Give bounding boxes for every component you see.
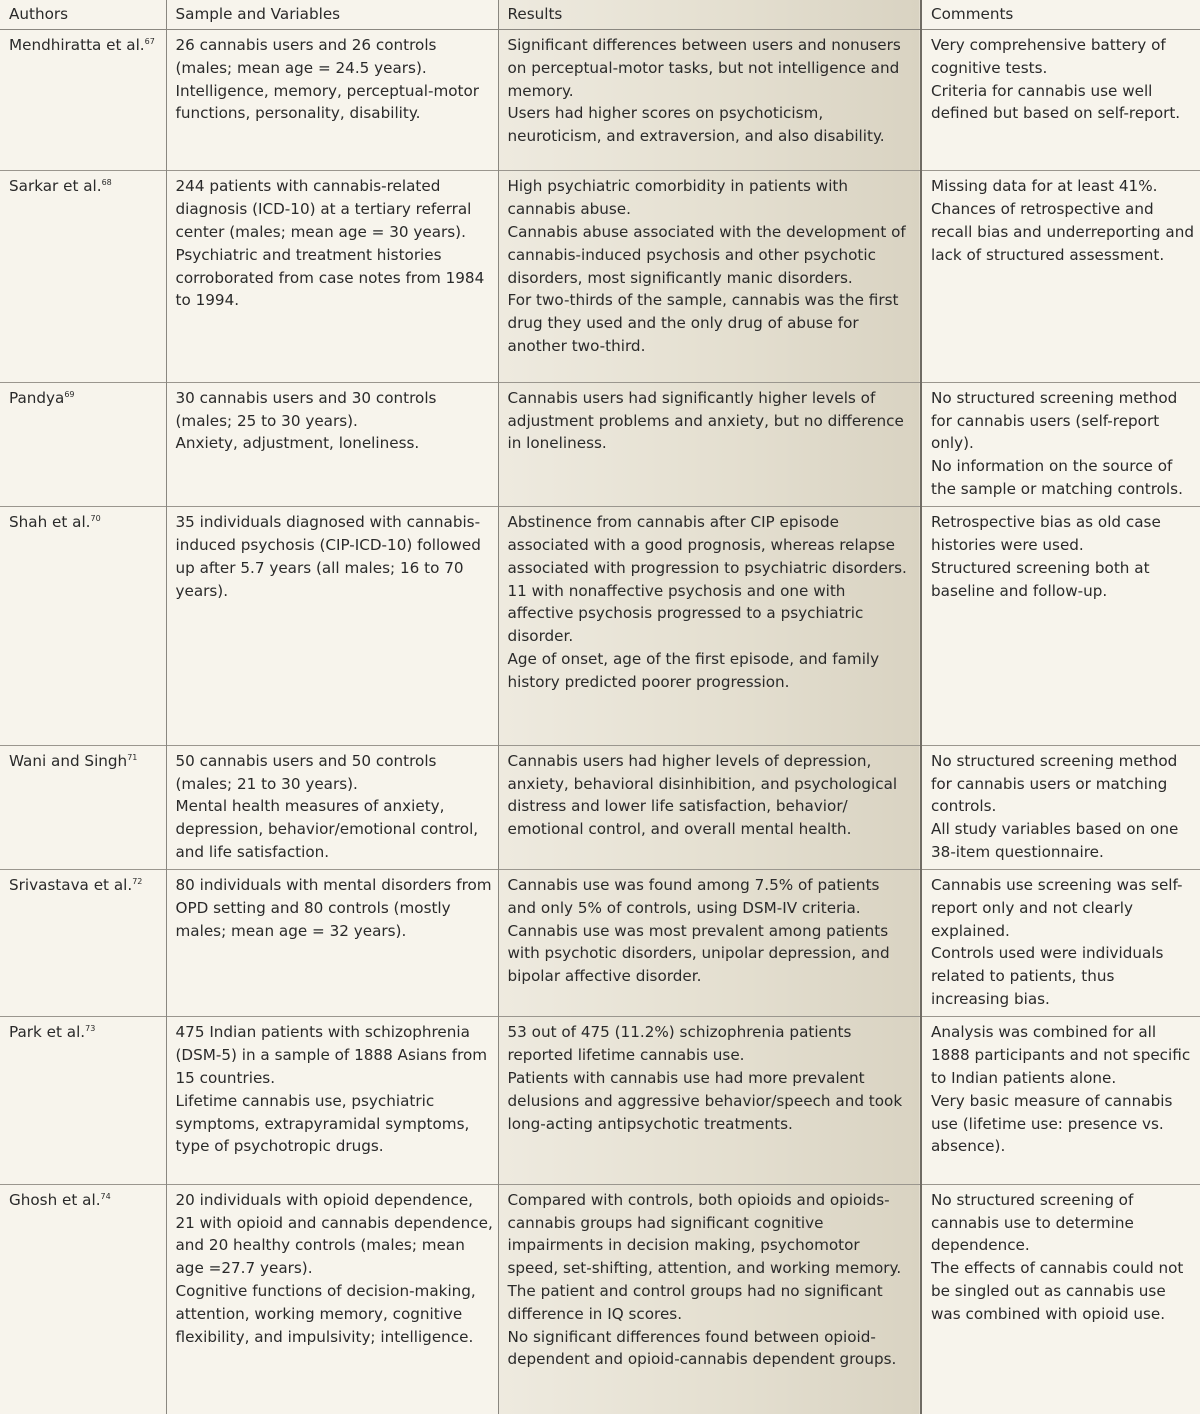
sample-text: 26 cannabis users and 26 controls (males; mean age = 24.5 years). <box>175 36 437 77</box>
header-comments: Comments <box>921 0 1200 30</box>
comments-text: No information on the source of the sample or matching controls. <box>931 457 1183 499</box>
comments-cell <box>921 745 1200 869</box>
results-cell <box>498 745 921 869</box>
table-row <box>0 507 1200 746</box>
results-text: 53 out of 475 (11.2%) schizophrenia patients reported lifetime cannabis use. <box>507 1023 852 1065</box>
comments-cell <box>921 1017 1200 1184</box>
author-cell <box>0 507 166 746</box>
results-text: Cannabis users had significantly higher levels of adjustment problems and anxiety, but no difference in loneliness. <box>507 388 904 453</box>
author-cell <box>0 382 166 506</box>
sample-text: Psychiatric and treatment histories corroborated from case notes from 1984 to 1994. <box>175 245 485 310</box>
author-name: Mendhiratta et al. <box>9 36 145 54</box>
reference-number: 73 <box>85 1024 96 1034</box>
comments-text: Chances of retrospective and recall bias and underreporting and lack of structured assessment. <box>931 200 1194 264</box>
table-row <box>0 382 1200 506</box>
sample-cell <box>166 30 498 171</box>
table-row <box>0 30 1200 171</box>
sample-cell <box>166 171 498 383</box>
header-row <box>0 0 1200 30</box>
results-text: Cannabis use was most prevalent among patients with psychotic disorders, unipolar depression, and bipolar affective disorder. <box>507 921 890 986</box>
results-cell <box>498 507 921 746</box>
author-name: Shah et al. <box>9 513 91 532</box>
sample-cell <box>166 870 498 1017</box>
results-text: Significant differences between users and nonusers on perceptual-motor tasks, but not intelligence and memory. <box>507 36 901 100</box>
comments-text: Criteria for cannabis use well defined but based on self-report. <box>931 81 1181 123</box>
sample-text: Lifetime cannabis use, psychiatric symptoms, extrapyramidal symptoms, type of psychotropic drugs. <box>175 1091 470 1156</box>
results-cell <box>498 171 921 383</box>
reference-number: 71 <box>127 752 138 762</box>
sample-cell <box>166 1184 498 1414</box>
comments-text: No structured screening of cannabis use to determine dependence. <box>931 1190 1134 1255</box>
author-cell <box>0 745 166 869</box>
results-text: Cannabis users had higher levels of depression, anxiety, behavioral disinhibition, and psychological distress and lower life satisfaction, behavior/ emotional control, and overall mental health. <box>507 751 898 839</box>
comments-text: The effects of cannabis could not be singled out as cannabis use was combined with opioid use. <box>931 1259 1184 1323</box>
table-row <box>0 171 1200 383</box>
comments-text: Controls used were individuals related to patients, thus increasing bias. <box>931 944 1164 1009</box>
reference-number: 70 <box>90 514 101 524</box>
results-text: Cannabis abuse associated with the development of cannabis-induced psychosis and other psychotic disorders, most significantly manic disorders. <box>507 222 906 287</box>
author-cell <box>0 30 166 171</box>
comments-cell <box>921 870 1200 1017</box>
comments-text: Analysis was combined for all 1888 participants and not specific to Indian patients alone. <box>931 1023 1191 1088</box>
sample-text: 35 individuals diagnosed with cannabis-induced psychosis (CIP-ICD-10) followed up after 5.7 years (all males; 16 to 70 years). <box>175 513 481 600</box>
sample-text: 20 individuals with opioid dependence, 21 with opioid and cannabis dependence, and 20 healthy controls (males; mean age =27.7 years). <box>175 1190 493 1278</box>
header-results: Results <box>498 0 921 30</box>
author-name: Srivastava et al. <box>9 876 133 895</box>
reference-number: 68 <box>101 178 112 188</box>
results-cell <box>498 382 921 506</box>
header-authors: Authors <box>0 0 166 30</box>
author-name: Wani and Singh <box>9 751 128 770</box>
results-text: Age of onset, age of the first episode, and family history predicted poorer progression. <box>507 649 880 691</box>
results-text: Patients with cannabis use had more prevalent delusions and aggressive behavior/speech and took long-acting antipsychotic treatments. <box>507 1069 903 1133</box>
author-cell <box>0 870 166 1017</box>
results-text: For two-thirds of the sample, cannabis was the first drug they used and the only drug of abuse for another two-third. <box>507 291 899 355</box>
results-cell <box>498 30 921 171</box>
reference-number: 67 <box>144 37 155 46</box>
comments-text: Very basic measure of cannabis use (lifetime use: presence vs. absence). <box>931 1091 1173 1156</box>
comments-text: Missing data for at least 41%. <box>931 177 1158 196</box>
table-row <box>0 1017 1200 1184</box>
sample-text: Anxiety, adjustment, loneliness. <box>175 434 420 453</box>
comments-cell <box>921 1184 1200 1414</box>
results-cell <box>498 1017 921 1184</box>
comments-text: All study variables based on one 38-item questionnaire. <box>931 820 1179 861</box>
comments-cell <box>921 171 1200 383</box>
results-cell <box>498 1184 921 1414</box>
sample-cell <box>166 382 498 506</box>
comments-text: No structured screening method for cannabis users (self-report only). <box>931 388 1178 453</box>
author-cell <box>0 1017 166 1184</box>
author-cell <box>0 1184 166 1414</box>
results-text: The patient and control groups had no significant difference in IQ scores. <box>507 1282 883 1323</box>
comments-text: Structured screening both at baseline and follow-up. <box>931 558 1150 600</box>
comments-text: No structured screening method for cannabis users or matching controls. <box>931 751 1178 816</box>
comments-text: Very comprehensive battery of cognitive tests. <box>931 36 1166 77</box>
sample-text: 80 individuals with mental disorders from OPD setting and 80 controls (mostly males; mean age = 32 years). <box>175 876 492 940</box>
results-cell <box>498 870 921 1017</box>
results-text: High psychiatric comorbidity in patients with cannabis abuse. <box>507 177 849 219</box>
sample-text: Intelligence, memory, perceptual-motor functions, personality, disability. <box>175 81 480 123</box>
comments-cell <box>921 507 1200 746</box>
comments-text: Retrospective bias as old case histories were used. <box>931 513 1161 554</box>
results-text: 11 with nonaffective psychosis and one with affective psychosis progressed to a psychiatric disorder. <box>507 581 864 646</box>
comments-cell <box>921 382 1200 506</box>
author-name: Sarkar et al. <box>9 177 102 196</box>
sample-text: 50 cannabis users and 50 controls (males; 21 to 30 years). <box>175 751 437 793</box>
reference-number: 74 <box>100 1191 111 1201</box>
comments-text: Cannabis use screening was self-report only and not clearly explained. <box>931 876 1183 940</box>
author-cell <box>0 171 166 383</box>
comments-cell <box>921 30 1200 171</box>
sample-text: 30 cannabis users and 30 controls (males; 25 to 30 years). <box>175 388 437 430</box>
results-text: No significant differences found between opioid-dependent and opioid-cannabis dependent groups. <box>507 1327 897 1369</box>
results-text: Users had higher scores on psychoticism, neuroticism, and extraversion, and also disability. <box>507 104 885 146</box>
table-row <box>0 1184 1200 1414</box>
header-sample-variables: Sample and Variables <box>166 0 498 30</box>
reference-number: 69 <box>64 389 75 399</box>
results-text: Compared with controls, both opioids and opioids-cannabis groups had significant cognitive impairments in decision making, psychomotor speed, set-shifting, attention, and working memory. <box>507 1190 902 1278</box>
sample-text: Cognitive functions of decision-making, attention, working memory, cognitive flexibility, and impulsivity; intelligence. <box>175 1282 476 1346</box>
author-name: Park et al. <box>9 1023 86 1042</box>
reference-number: 72 <box>132 877 143 887</box>
table-row <box>0 870 1200 1017</box>
sample-cell <box>166 1017 498 1184</box>
author-name: Pandya <box>9 388 65 407</box>
results-text: Cannabis use was found among 7.5% of patients and only 5% of controls, using DSM-IV criteria. <box>507 876 880 917</box>
sample-text: Mental health measures of anxiety, depression, behavior/emotional control, and life satisfaction. <box>175 797 479 861</box>
sample-text: 475 Indian patients with schizophrenia (DSM-5) in a sample of 1888 Asians from 15 countries. <box>175 1023 488 1088</box>
sample-cell <box>166 745 498 869</box>
author-name: Ghosh et al. <box>9 1190 101 1209</box>
table-row <box>0 745 1200 869</box>
sample-cell <box>166 507 498 746</box>
sample-text: 244 patients with cannabis-related diagnosis (ICD-10) at a tertiary referral center (males; mean age = 30 years). <box>175 177 472 241</box>
results-text: Abstinence from cannabis after CIP episode associated with a good prognosis, whereas relapse associated with progression to psychiatric disorders. <box>507 513 907 577</box>
